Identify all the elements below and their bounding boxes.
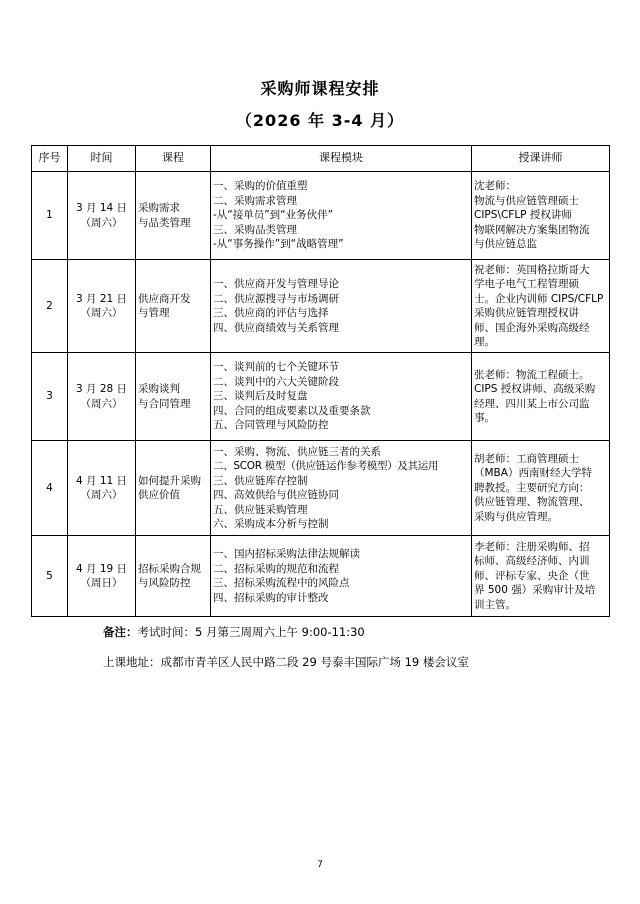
course-line: 与管理 <box>138 307 170 319</box>
teacher-line: 聘教授。主要研究方向： <box>474 481 590 494</box>
module-line: 四、高效供给与供应链协同 <box>213 489 339 501</box>
teacher-line: 胡老师：工商管理硕士 <box>474 452 579 465</box>
module-line: 二、谈判中的六大关键阶段 <box>213 375 339 388</box>
course-line: 采购需求 <box>138 202 180 214</box>
module-line: 二、采购需求管理 <box>213 194 297 207</box>
table-row <box>32 172 610 260</box>
row-date <box>68 441 136 536</box>
module-line: 五、合同管理与风险防控 <box>213 419 329 432</box>
teacher-line: 士。企业内训师 CIPS/CFLP <box>474 292 604 305</box>
table-row <box>32 260 610 353</box>
course-line: 与风险防控 <box>138 577 191 589</box>
teacher-line: 学电子电气工程管理硕 <box>474 278 579 290</box>
row-teacher <box>472 536 610 617</box>
course-schedule-table <box>31 145 610 617</box>
course-line: 与品类管理 <box>138 216 191 229</box>
course-line: 采购谈判 <box>138 383 180 395</box>
row-no: 2 <box>32 260 68 353</box>
row-modules <box>211 536 472 617</box>
date-text: 3 月 28 日 <box>75 383 128 395</box>
header-no: 序号 <box>32 146 68 172</box>
row-no: 5 <box>32 536 68 617</box>
row-course <box>136 260 211 353</box>
teacher-line: 经理、四川某上市公司监 <box>474 397 590 410</box>
date-text: 3 月 14 日 <box>75 202 128 214</box>
teacher-line: 张老师：物流工程硕士。 <box>474 368 590 381</box>
row-course <box>136 441 211 536</box>
module-line: -从“事务操作”到“战略管理” <box>213 238 344 251</box>
weekday-text: （周六） <box>80 216 123 229</box>
table-row <box>32 536 610 617</box>
teacher-line: CIPS\CFLP 授权讲师 <box>474 209 572 222</box>
row-modules <box>211 353 472 441</box>
row-date <box>68 536 136 617</box>
header-course: 课程 <box>136 146 211 172</box>
teacher-line: 供应链管理、物流管理、 <box>474 496 590 509</box>
teacher-line: 物流与供应链管理硕士 <box>474 194 579 207</box>
exam-time-text: 考试时间：5 月第三周周六上午 9:00-11:30 <box>137 625 365 639</box>
module-line: 三、采购品类管理 <box>213 223 297 236</box>
header-date: 时间 <box>68 146 136 172</box>
teacher-line: 祝老师：英国格拉斯哥大 <box>474 263 590 276</box>
module-line: 三、供应链库存控制 <box>213 474 308 487</box>
page-number: 7 <box>317 860 323 870</box>
weekday-text: （周六） <box>80 397 123 410</box>
teacher-line: 理。 <box>474 336 495 348</box>
row-modules <box>211 441 472 536</box>
row-course <box>136 172 211 260</box>
teacher-line: 物联网解决方案集团物流 <box>474 223 590 236</box>
date-text: 3 月 21 日 <box>75 292 128 305</box>
teacher-line: 沈老师： <box>474 180 516 193</box>
module-line: 三、谈判后及时复盘 <box>213 390 308 403</box>
teacher-line: 师、国企海外采购高级经 <box>474 321 590 334</box>
course-line: 与合同管理 <box>138 397 191 410</box>
row-date <box>68 172 136 260</box>
teacher-line: 李老师：注册采购师、招 <box>474 540 590 553</box>
teacher-line: 师、评标专家、央企（世 <box>474 569 590 582</box>
row-teacher <box>472 441 610 536</box>
teacher-line: 事。 <box>474 412 495 424</box>
row-teacher <box>472 260 610 353</box>
row-modules <box>211 172 472 260</box>
row-no: 3 <box>32 353 68 441</box>
teacher-line: CIPS 授权讲师、高级采购 <box>474 383 596 395</box>
module-line: 三、供应商的评估与选择 <box>213 307 329 319</box>
module-line: -从“接单员”到“业务伙伴” <box>213 209 334 222</box>
course-line: 招标采购合规 <box>138 562 201 575</box>
weekday-text: （周日） <box>80 577 123 589</box>
teacher-line: 界 500 强）采购审计及培 <box>474 584 596 597</box>
page-title: 采购师课程安排 <box>260 79 380 98</box>
notes-label: 备注： <box>103 625 138 639</box>
table-row <box>32 441 610 536</box>
row-date <box>68 260 136 353</box>
row-teacher <box>472 172 610 260</box>
page-subtitle: （2026 年 3-4 月） <box>235 111 405 130</box>
module-line: 二、供应源搜寻与市场调研 <box>213 292 339 305</box>
weekday-text: （周六） <box>80 307 123 319</box>
notes-exam-time <box>103 624 365 640</box>
teacher-line: （MBA）西南财经大学特 <box>474 467 592 480</box>
date-text: 4 月 11 日 <box>75 474 128 487</box>
course-line: 供应商开发 <box>138 292 191 305</box>
course-line: 供应价值 <box>138 489 180 501</box>
module-line: 一、国内招标采购法律法规解读 <box>213 548 360 560</box>
row-date <box>68 353 136 441</box>
module-line: 一、谈判前的七个关键环节 <box>213 361 339 374</box>
date-text: 4 月 19 日 <box>75 562 128 575</box>
table-header-row <box>32 146 610 172</box>
row-modules <box>211 260 472 353</box>
module-line: 一、采购、物流、供应链三者的关系 <box>213 445 381 458</box>
module-line: 五、供应链采购管理 <box>213 503 308 516</box>
weekday-text: （周六） <box>80 489 123 501</box>
header-teacher: 授课讲师 <box>472 146 610 172</box>
module-line: 二、SCOR 模型（供应链运作参考模型）及其运用 <box>213 460 439 472</box>
course-line: 如何提升采购 <box>138 474 201 487</box>
module-line: 一、采购的价值重塑 <box>213 180 308 193</box>
teacher-line: 训主管。 <box>474 598 516 611</box>
teacher-line: 标师、高级经济师、内训 <box>474 555 590 568</box>
row-teacher <box>472 353 610 441</box>
class-address: 上课地址：成都市青羊区人民中路二段 29 号泰丰国际广场 19 楼会议室 <box>103 655 469 669</box>
module-line: 四、合同的组成要素以及重要条款 <box>213 404 371 417</box>
teacher-line: 采购与供应管理。 <box>474 510 558 523</box>
row-course <box>136 353 211 441</box>
module-line: 四、招标采购的审计整改 <box>213 591 329 604</box>
table-row <box>32 353 610 441</box>
header-modules: 课程模块 <box>211 146 472 172</box>
row-no: 1 <box>32 172 68 260</box>
row-no: 4 <box>32 441 68 536</box>
row-course <box>136 536 211 617</box>
module-line: 三、招标采购流程中的风险点 <box>213 577 350 589</box>
teacher-line: 采购供应链管理授权讲 <box>474 307 579 319</box>
module-line: 四、供应商绩效与关系管理 <box>213 321 339 334</box>
module-line: 六、采购成本分析与控制 <box>213 518 329 530</box>
teacher-line: 与供应链总监 <box>474 238 537 251</box>
module-line: 二、招标采购的规范和流程 <box>213 562 339 575</box>
module-line: 一、供应商开发与管理导论 <box>213 278 339 290</box>
